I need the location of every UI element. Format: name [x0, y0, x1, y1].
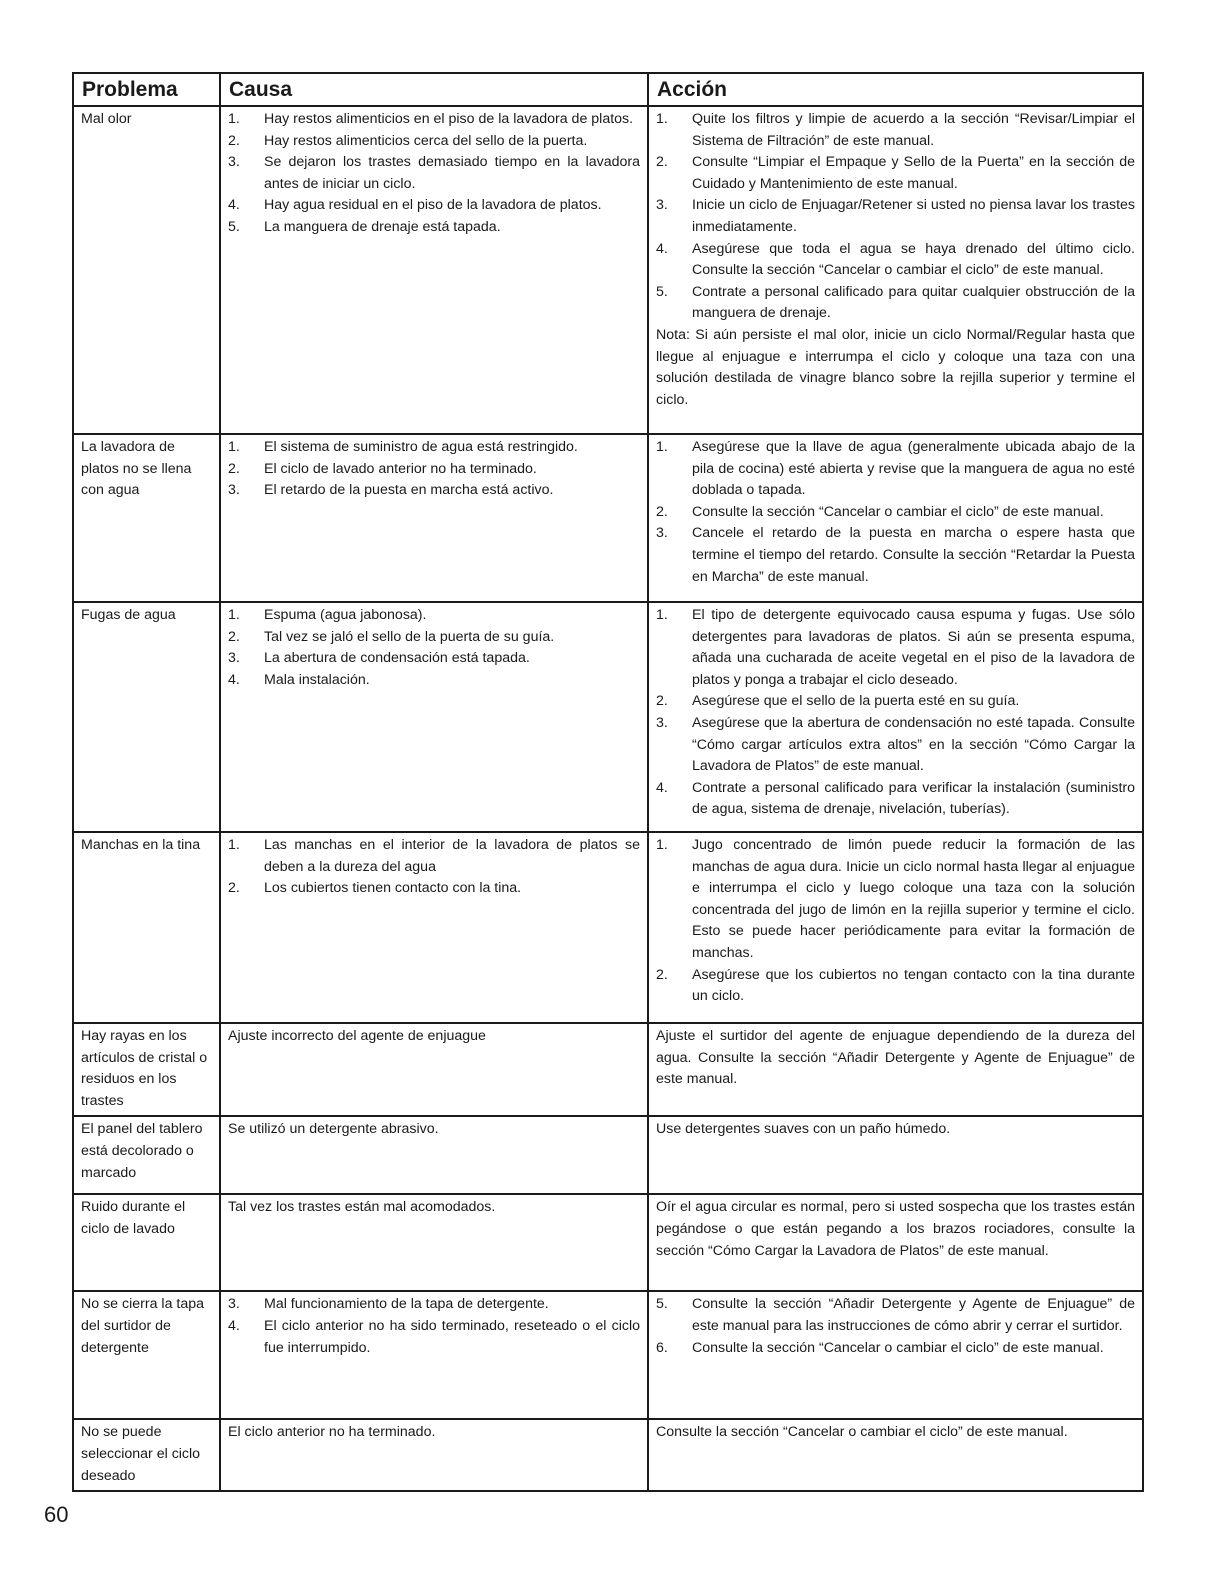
- action-number: 2.: [656, 503, 668, 520]
- action-text: Oír el agua circular es normal, pero si usted sospecha que los trastes están pegándose o que están pegando a los brazos rociadores, consulte la sección “Cómo Cargar la Lavadora de Platos” de este manual.: [656, 1199, 1135, 1259]
- cause-item: [228, 1294, 640, 1316]
- cause-text: El ciclo anterior no ha sido terminado, reseteado o el ciclo fue interrumpido.: [264, 1317, 640, 1356]
- action-text: Consulte la sección “Cancelar o cambiar el ciclo” de este manual.: [692, 1339, 1104, 1356]
- action-item: [656, 1294, 1135, 1337]
- action-text: Consulte la sección “Cancelar o cambiar el ciclo” de este manual.: [656, 1424, 1068, 1441]
- cause-text: El ciclo de lavado anterior no ha terminado.: [264, 460, 537, 477]
- table-body: [73, 106, 1143, 1491]
- cause-text: El sistema de suministro de agua está restringido.: [264, 439, 578, 455]
- action-number: 3.: [656, 714, 668, 731]
- cause-number: 2.: [228, 880, 240, 897]
- action-number: 4.: [656, 779, 668, 796]
- action-cell: [648, 1194, 1143, 1291]
- action-item: [656, 965, 1135, 1008]
- action-text: Asegúrese que toda el agua se haya drenado del último ciclo. Consulte la sección “Cancelar o cambiar el ciclo” de este manual.: [692, 240, 1135, 279]
- action-text: Asegúrese que la abertura de condensación no esté tapada. Consulte “Cómo cargar artículos extra altos” en la sección “Cómo Cargar la Lavadora de Platos” de este manual.: [692, 714, 1135, 775]
- action-number: 1.: [656, 607, 668, 623]
- header-problema: Problema: [73, 73, 220, 106]
- cause-item: [228, 217, 640, 239]
- cause-item: [228, 480, 640, 502]
- action-list: [656, 835, 1135, 1008]
- cause-text: Se utilizó un detergente abrasivo.: [228, 1121, 439, 1138]
- cause-text: Hay agua residual en el piso de la lavadora de platos.: [264, 197, 602, 214]
- action-text: Contrate a personal calificado para verificar la instalación (suministro de agua, sistema de drenaje, nivelación, tuberías).: [692, 779, 1135, 818]
- cause-item: [228, 627, 640, 649]
- cause-item: [228, 648, 640, 670]
- cause-cell: [220, 1116, 648, 1194]
- cause-number: 3.: [228, 154, 240, 171]
- action-item: [656, 605, 1135, 691]
- cause-item: [228, 131, 640, 153]
- cause-list: [228, 835, 640, 900]
- table-row: [73, 1419, 1143, 1491]
- header-accion: Acción: [648, 73, 1143, 106]
- action-number: 3.: [656, 525, 668, 542]
- cause-text: Los cubiertos tienen contacto con la tina.: [264, 880, 522, 897]
- cause-number: 1.: [228, 607, 240, 623]
- cause-number: 1.: [228, 439, 240, 455]
- cause-cell: [220, 1291, 648, 1419]
- cause-item: [228, 195, 640, 217]
- cause-list: [228, 437, 640, 502]
- cause-cell: [220, 602, 648, 832]
- action-number: 2.: [656, 966, 668, 983]
- cause-list: [228, 605, 640, 691]
- table-row: [73, 1291, 1143, 1419]
- cause-list: [228, 1294, 640, 1359]
- action-text: Contrate a personal calificado para quitar cualquier obstrucción de la manguera de drenaje.: [692, 283, 1135, 322]
- action-cell: [648, 434, 1143, 602]
- cause-cell: [220, 106, 648, 434]
- action-text: Consulte la sección “Cancelar o cambiar el ciclo” de este manual.: [692, 503, 1104, 520]
- action-list: [656, 437, 1135, 588]
- action-number: 1.: [656, 439, 668, 455]
- cause-number: 2.: [228, 132, 240, 149]
- cause-text: Mal funcionamiento de la tapa de detergente.: [264, 1296, 549, 1313]
- cause-number: 3.: [228, 1296, 240, 1313]
- cause-number: 5.: [228, 218, 240, 235]
- action-number: 2.: [656, 693, 668, 710]
- table-row: [73, 832, 1143, 1023]
- action-text: Inicie un ciclo de Enjuagar/Retener si usted no piensa lavar los trastes inmediatamente.: [692, 197, 1135, 235]
- action-number: 6.: [656, 1339, 668, 1356]
- action-cell: [648, 1023, 1143, 1116]
- action-text: El tipo de detergente equivocado causa espuma y fugas. Use sólo detergentes para lavadoras de platos. Si aún se presenta espuma, añada una cucharada de aceite vegetal en el piso de la lavadora de platos y ponga a trabajar el ciclo deseado.: [692, 607, 1135, 688]
- action-text: Ajuste el surtidor del agente de enjuague dependiendo de la dureza del agua. Consulte la sección “Añadir Detergente y Agente de Enjuague” de este manual.: [656, 1028, 1135, 1088]
- action-item: [656, 523, 1135, 588]
- cause-text: Hay restos alimenticios cerca del sello de la puerta.: [264, 132, 588, 149]
- problem-cell: No se puede seleccionar el ciclo deseado: [73, 1419, 220, 1491]
- action-text: Consulte la sección “Añadir Detergente y Agente de Enjuague” de este manual para las instrucciones de cómo abrir y cerrar el surtidor.: [692, 1296, 1135, 1334]
- cause-item: [228, 1316, 640, 1359]
- action-item: [656, 282, 1135, 325]
- cause-item: [228, 109, 640, 131]
- header-causa: Causa: [220, 73, 648, 106]
- action-number: 3.: [656, 197, 668, 214]
- cause-text: El ciclo anterior no ha terminado.: [228, 1424, 436, 1441]
- cause-text: El retardo de la puesta en marcha está activo.: [264, 482, 554, 499]
- problem-cell: Ruido durante el ciclo de lavado: [73, 1194, 220, 1291]
- problem-cell: Fugas de agua: [73, 602, 220, 832]
- action-list: [656, 109, 1135, 325]
- action-item: [656, 437, 1135, 502]
- cause-text: La abertura de condensación está tapada.: [264, 650, 530, 667]
- action-text: Asegúrese que el sello de la puerta esté en su guía.: [692, 693, 1020, 710]
- cause-number: 3.: [228, 650, 240, 667]
- cause-item: [228, 437, 640, 459]
- problem-cell: Manchas en la tina: [73, 832, 220, 1023]
- table-row: [73, 1194, 1143, 1291]
- cause-item: [228, 605, 640, 627]
- problem-cell: No se cierra la tapa del surtidor de detergente: [73, 1291, 220, 1419]
- cause-number: 3.: [228, 482, 240, 499]
- action-cell: [648, 602, 1143, 832]
- cause-text: Espuma (agua jabonosa).: [264, 607, 427, 623]
- cause-list: [228, 109, 640, 239]
- table-row: [73, 106, 1143, 434]
- cause-cell: [220, 1419, 648, 1491]
- action-item: [656, 195, 1135, 238]
- action-cell: [648, 1419, 1143, 1491]
- action-cell: [648, 106, 1143, 434]
- header-row: [73, 73, 1143, 106]
- action-item: [656, 502, 1135, 524]
- action-number: 5.: [656, 1296, 668, 1313]
- cause-text: Tal vez los trastes están mal acomodados.: [228, 1199, 496, 1216]
- action-item: [656, 713, 1135, 778]
- cause-item: [228, 878, 640, 900]
- cause-cell: [220, 1194, 648, 1291]
- page-number: 60: [44, 1502, 69, 1527]
- action-text: Jugo concentrado de limón puede reducir la formación de las manchas de agua dura. Inicie un ciclo normal hasta llegar al enjuague e interrumpa el ciclo y luego coloque una taza con la solución concentrada del jugo de limón en la rejilla superior y termine el ciclo. Esto se puede hacer periódicamente para evitar la formación de manchas.: [692, 837, 1135, 961]
- problem-cell: Mal olor: [73, 106, 220, 434]
- action-text: Cancele el retardo de la puesta en marcha o espere hasta que termine el tiempo del retardo. Consulte la sección “Retardar la Puesta en Marcha” de este manual.: [692, 525, 1135, 585]
- action-text: Consulte “Limpiar el Empaque y Sello de la Puerta” en la sección de Cuidado y Mantenimiento de este manual.: [692, 154, 1135, 192]
- cause-number: 4.: [228, 671, 240, 688]
- action-text: Asegúrese que los cubiertos no tengan contacto con la tina durante un ciclo.: [692, 966, 1135, 1005]
- action-item: [656, 239, 1135, 282]
- cause-number: 2.: [228, 460, 240, 477]
- action-number: 1.: [656, 111, 668, 127]
- troubleshooting-table: [72, 72, 1144, 1492]
- action-list: [656, 1294, 1135, 1359]
- cause-number: 4.: [228, 1317, 240, 1334]
- cause-item: [228, 152, 640, 195]
- action-text: Quite los filtros y limpie de acuerdo a la sección “Revisar/Limpiar el Sistema de Filtración” de este manual.: [692, 111, 1135, 149]
- cause-cell: [220, 832, 648, 1023]
- cause-text: Ajuste incorrecto del agente de enjuague: [228, 1028, 486, 1044]
- table-row: [73, 602, 1143, 832]
- problem-cell: El panel del tablero está decolorado o marcado: [73, 1116, 220, 1194]
- action-text: Asegúrese que la llave de agua (generalmente ubicada abajo de la pila de cocina) esté abierta y revise que la manguera de agua no esté doblada o tapada.: [692, 439, 1135, 499]
- action-number: 4.: [656, 240, 668, 257]
- action-cell: [648, 1291, 1143, 1419]
- action-cell: [648, 832, 1143, 1023]
- table-row: [73, 1023, 1143, 1116]
- cause-text: Las manchas en el interior de la lavadora de platos se deben a la dureza del agua: [264, 837, 640, 875]
- table-header: [73, 73, 1143, 106]
- cause-cell: [220, 434, 648, 602]
- cause-number: 2.: [228, 628, 240, 645]
- table-row: [73, 1116, 1143, 1194]
- cause-item: [228, 459, 640, 481]
- action-number: 5.: [656, 283, 668, 300]
- cause-text: La manguera de drenaje está tapada.: [264, 218, 501, 235]
- action-item: [656, 835, 1135, 965]
- cause-text: Mala instalación.: [264, 671, 370, 688]
- action-number: 1.: [656, 837, 668, 853]
- action-text: Use detergentes suaves con un paño húmedo.: [656, 1121, 951, 1138]
- action-item: [656, 778, 1135, 821]
- action-item: [656, 1338, 1135, 1360]
- action-number: 2.: [656, 154, 668, 171]
- action-cell: [648, 1116, 1143, 1194]
- action-note: Nota: Si aún persiste el mal olor, inicie un ciclo Normal/Regular hasta que llegue al enjuague e interrumpa el ciclo y coloque una taza con una solución destilada de vinagre blanco sobre la rejilla superior y termine el ciclo.: [656, 326, 1135, 408]
- problem-cell: La lavadora de platos no se llena con agua: [73, 434, 220, 602]
- action-list: [656, 605, 1135, 821]
- cause-text: Hay restos alimenticios en el piso de la lavadora de platos.: [264, 111, 634, 127]
- table-row: [73, 434, 1143, 602]
- action-item: [656, 691, 1135, 713]
- cause-text: Se dejaron los trastes demasiado tiempo en la lavadora antes de iniciar un ciclo.: [264, 154, 640, 192]
- cause-item: [228, 670, 640, 692]
- action-item: [656, 152, 1135, 195]
- action-item: [656, 109, 1135, 152]
- cause-item: [228, 835, 640, 878]
- cause-cell: [220, 1023, 648, 1116]
- cause-number: 1.: [228, 111, 240, 127]
- problem-cell: Hay rayas en los artículos de cristal o residuos en los trastes: [73, 1023, 220, 1116]
- cause-number: 4.: [228, 197, 240, 214]
- cause-number: 1.: [228, 837, 240, 853]
- cause-text: Tal vez se jaló el sello de la puerta de su guía.: [264, 628, 555, 645]
